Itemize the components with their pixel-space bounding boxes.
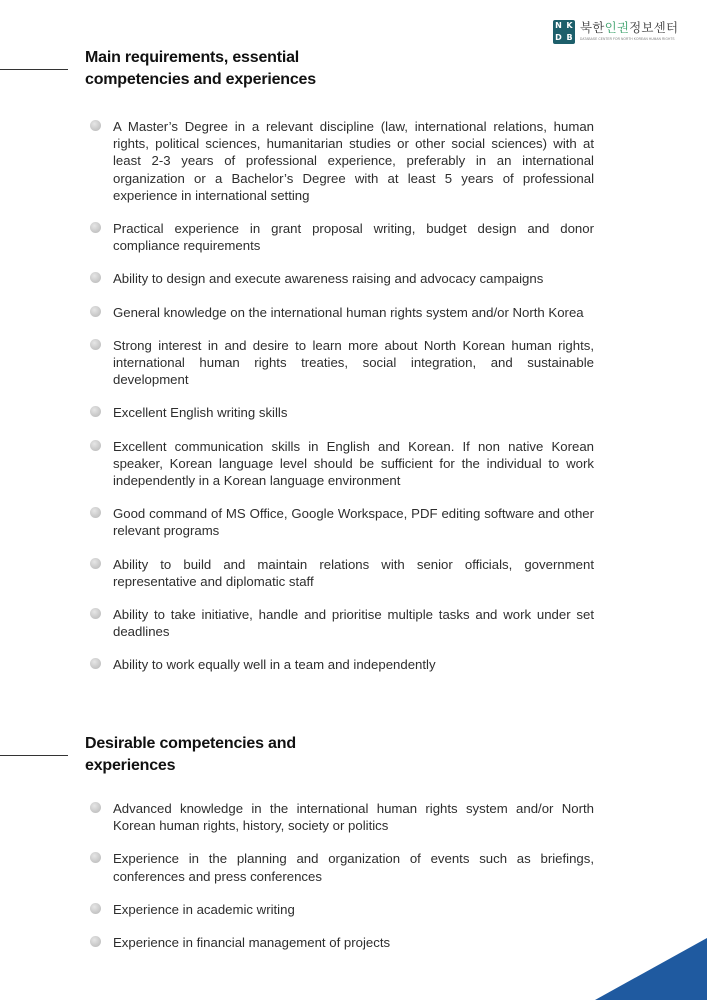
logo-text bbox=[580, 20, 678, 41]
list-item: Advanced knowledge in the international human rights system and/or North Korean human rights, history, society or politics bbox=[90, 800, 594, 834]
list-item: Experience in academic writing bbox=[90, 901, 594, 918]
list-item: Experience in financial management of projects bbox=[90, 934, 594, 951]
desirable-competencies-list bbox=[90, 800, 594, 967]
bullet-icon bbox=[90, 936, 101, 947]
main-requirements-list bbox=[90, 118, 594, 690]
bullet-icon bbox=[90, 608, 101, 619]
list-item: Ability to take initiative, handle and prioritise multiple tasks and work under set deadlines bbox=[90, 606, 594, 640]
bullet-icon bbox=[90, 852, 101, 863]
desirable-competencies-heading: Desirable competencies and experiences bbox=[85, 735, 296, 774]
logo-title: 북한인권정보센터 bbox=[580, 20, 679, 35]
logo-mark-icon: N K D B bbox=[553, 20, 575, 44]
section-rule-desirable bbox=[0, 755, 68, 756]
list-item: Excellent communication skills in English and Korean. If non native Korean speaker, Korean language level should be sufficient for the individual to work independently in a Korean language environment bbox=[90, 438, 594, 490]
logo-subtitle: DATABASE CENTER FOR NORTH KOREAN HUMAN RIGHTS bbox=[580, 37, 675, 41]
bullet-icon bbox=[90, 306, 101, 317]
bullet-icon bbox=[90, 222, 101, 233]
list-item: Ability to design and execute awareness raising and advocacy campaigns bbox=[90, 270, 594, 287]
list-item: Excellent English writing skills bbox=[90, 404, 594, 421]
bullet-icon bbox=[90, 440, 101, 451]
list-item: Strong interest in and desire to learn more about North Korean human rights, international human rights treaties, social integration, and sustainable development bbox=[90, 337, 594, 389]
corner-triangle bbox=[595, 938, 707, 1000]
list-item: Ability to build and maintain relations with senior officials, government representative and diplomatic staff bbox=[90, 556, 594, 590]
bullet-icon bbox=[90, 903, 101, 914]
list-item: General knowledge on the international human rights system and/or North Korea bbox=[90, 304, 594, 321]
bullet-icon bbox=[90, 120, 101, 131]
bullet-icon bbox=[90, 272, 101, 283]
list-item: Ability to work equally well in a team and independently bbox=[90, 656, 594, 673]
corner-decoration bbox=[595, 938, 707, 1000]
section-rule-main bbox=[0, 69, 68, 70]
bullet-icon bbox=[90, 406, 101, 417]
bullet-icon bbox=[90, 339, 101, 350]
main-requirements-heading: Main requirements, essential competencies and experiences bbox=[85, 49, 316, 88]
list-item: Experience in the planning and organization of events such as briefings, conferences and press conferences bbox=[90, 850, 594, 884]
bullet-icon bbox=[90, 558, 101, 569]
bullet-icon bbox=[90, 658, 101, 669]
bullet-icon bbox=[90, 507, 101, 518]
list-item: Practical experience in grant proposal writing, budget design and donor compliance requirements bbox=[90, 220, 594, 254]
organization-logo bbox=[553, 20, 678, 44]
bullet-icon bbox=[90, 802, 101, 813]
list-item: Good command of MS Office, Google Workspace, PDF editing software and other relevant programs bbox=[90, 505, 594, 539]
list-item: A Master’s Degree in a relevant discipline (law, international relations, human rights, political sciences, humanitarian studies or other social sciences) with at least 2-3 years of professional experience, preferably in an international organization or a Bachelor’s Degree with at least 5 years of professional experience in international setting bbox=[90, 118, 594, 204]
